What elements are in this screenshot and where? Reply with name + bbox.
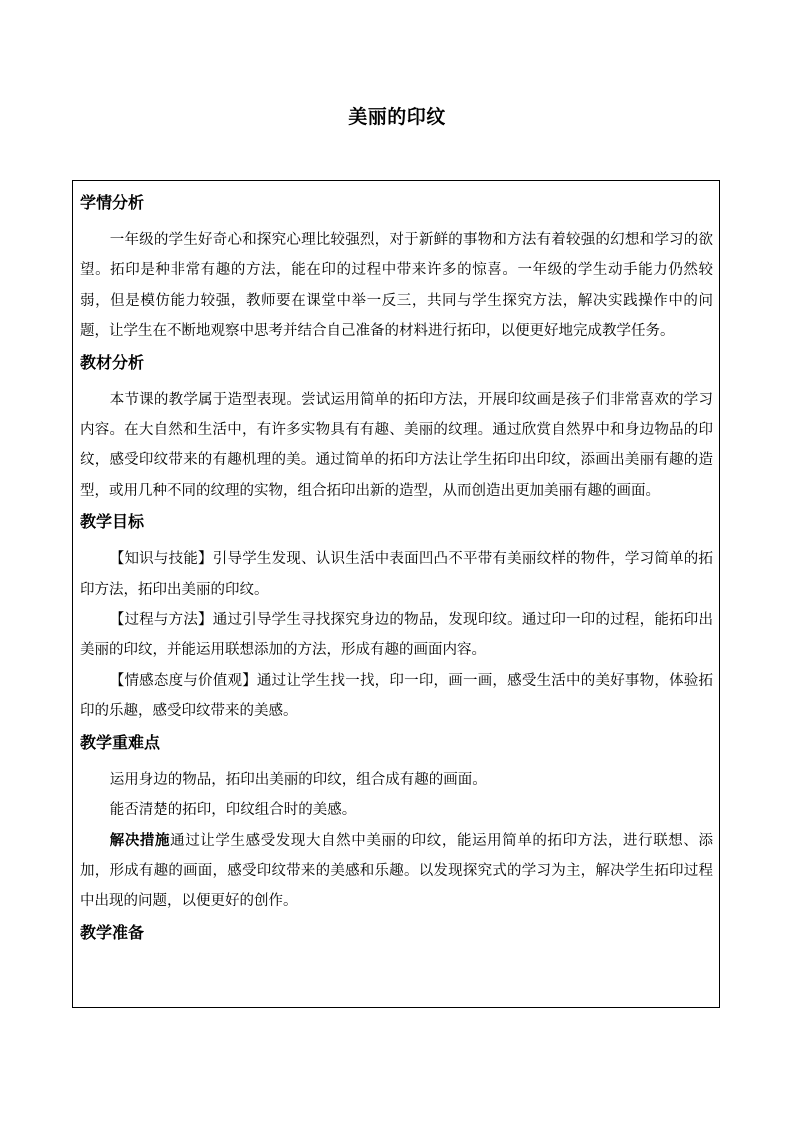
- goal-text: 引导学生发现、认识生活中表面凹凸不平带有美丽纹样的物件，学习简单的拓印方法，拓印出美丽的印纹。: [80, 551, 714, 598]
- goal-tag: 【情感态度与价值观】: [109, 672, 257, 689]
- goal-text: 通过引导学生寻找探究身边的物品，发现印纹。通过印一印的过程，能拓印出美丽的印纹，并能运用联想添加的方法，形成有趣的画面内容。: [80, 612, 714, 659]
- section-student-analysis: [80, 189, 713, 347]
- section-heading: 教学目标: [80, 512, 145, 532]
- lesson-plan-box: [72, 180, 720, 1008]
- measures-text: 通过让学生感受发现大自然中美丽的印纹，能运用简单的拓印方法，进行联想、添加，形成有趣的画面，感受印纹带来的美感和乐趣。以发现探究式的学习为主，解决学生拓印过程中出现的问题，以便更好的创作。: [80, 832, 713, 910]
- goal-tag: 【过程与方法】: [109, 612, 213, 629]
- measures-label: 解决措施: [109, 832, 171, 849]
- key-point: 运用身边的物品，拓印出美丽的印纹，组合成有趣的画面。: [109, 771, 487, 788]
- section-heading: 教材分析: [80, 352, 145, 372]
- goal-emotion-values: [80, 666, 713, 727]
- goal-knowledge-skills: [80, 544, 713, 605]
- paragraph: 一年级的学生好奇心和探究心理比较强烈，对于新鲜的事物和方法有着较强的幻想和学习的欲望。拓印是种非常有趣的方法，能在印的过程中带来许多的惊喜。一年级的学生动手能力仍然较弱，但是模仿能力较强，教师要在课堂中举一反三，共同与学生探究方法，解决实践操作中的问题，让学生在不断地观察中思考并结合自己准备的材料进行拓印，以便更好地完成教学任务。: [80, 232, 713, 340]
- goal-tag: 【知识与技能】: [109, 551, 213, 568]
- goal-text: 通过让学生找一找，印一印，画一画，感受生活中的美好事物，体验拓印的乐趣，感受印纹带来的美感。: [80, 672, 714, 720]
- section-teaching-preparation: [80, 919, 713, 947]
- solution-measures: [80, 826, 713, 917]
- section-heading: 教学准备: [80, 922, 145, 942]
- difficult-point: 能否清楚的拓印，印纹组合时的美感。: [109, 802, 357, 819]
- section-key-difficult-points: [80, 729, 713, 917]
- goal-process-method: [80, 605, 713, 666]
- page-title: 美丽的印纹: [348, 106, 446, 128]
- section-heading: 学情分析: [80, 193, 145, 212]
- section-heading: 教学重难点: [80, 732, 161, 752]
- section-teaching-goals: [80, 508, 713, 726]
- paragraph: 本节课的教学属于造型表现。尝试运用简单的拓印方法，开展印纹画是孩子们非常喜欢的学习内容。在大自然和生活中，有许多实物具有有趣、美丽的纹理。通过欣赏自然界中和身边物品的印纹，感受印纹带来的有趣机理的美。通过简单的拓印方法让学生拓印出印纹，添画出美丽有趣的造型，或用几种不同的纹理的实物，组合拓印出新的造型，从而创造出更加美丽有趣的画面。: [80, 391, 713, 499]
- section-textbook-analysis: [80, 349, 713, 507]
